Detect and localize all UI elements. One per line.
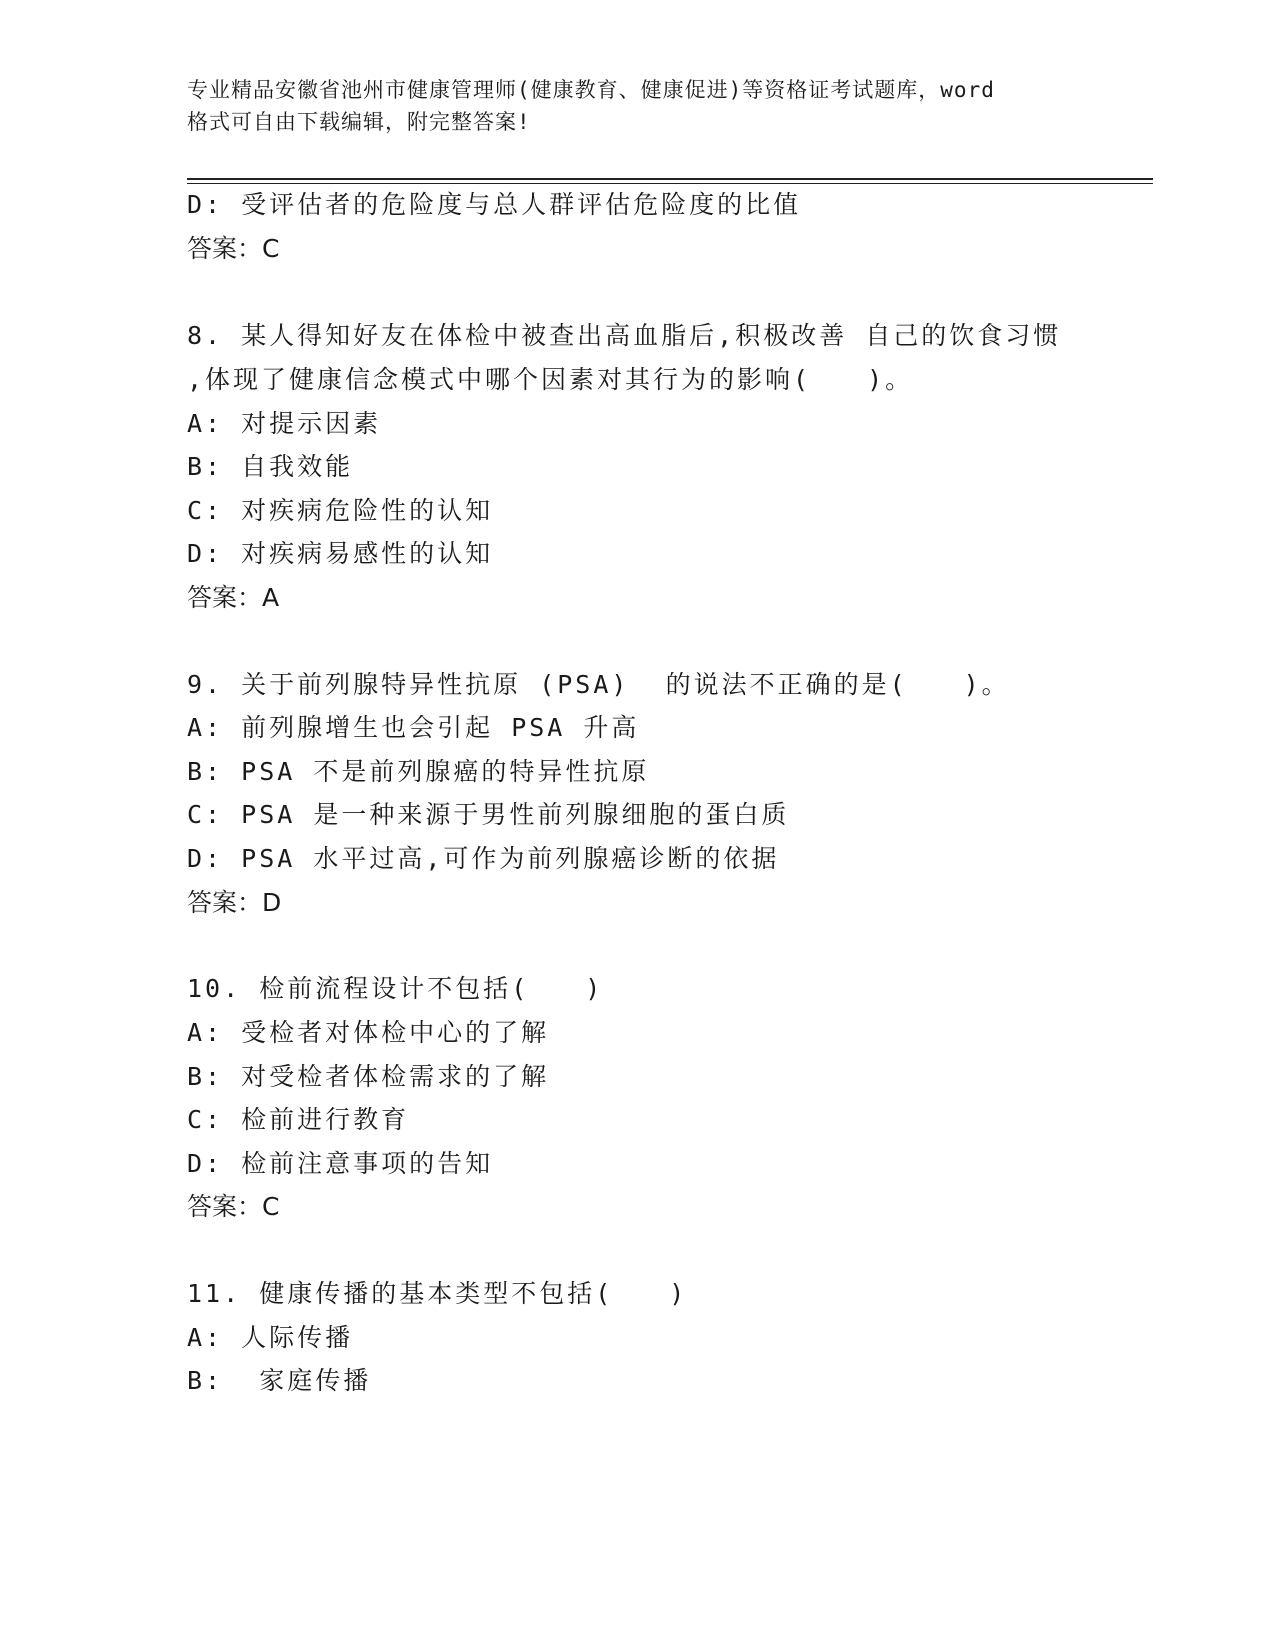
q11-stem: 11. 健康传播的基本类型不包括( ) xyxy=(187,1279,688,1308)
q8-stem-line-1: 8. 某人得知好友在体检中被查出高血脂后,积极改善 自己的饮食习惯 xyxy=(187,321,1062,350)
q10-answer: 答案：C xyxy=(187,1192,280,1221)
q9-option-d: D: PSA 水平过高,可作为前列腺癌诊断的依据 xyxy=(187,844,780,873)
q9-option-c: C: PSA 是一种来源于男性前列腺细胞的蛋白质 xyxy=(187,800,790,829)
page-header xyxy=(187,74,1107,138)
q10-option-c: C: 检前进行教育 xyxy=(187,1105,410,1134)
q8-stem-line-2: ,体现了健康信念模式中哪个因素对其行为的影响( )。 xyxy=(187,365,914,394)
header-rule-thick xyxy=(187,178,1153,180)
q9-answer: 答案：D xyxy=(187,888,282,917)
header-line-1: 专业精品安徽省池州市健康管理师(健康教育、健康促进)等资格证考试题库，word xyxy=(187,78,995,102)
q11-option-b: B: 家庭传播 xyxy=(187,1366,372,1395)
q9-stem: 9. 关于前列腺特异性抗原 (PSA) 的说法不正确的是( )。 xyxy=(187,670,1010,699)
q8-option-a: A: 对提示因素 xyxy=(187,409,382,438)
header-rule-thin xyxy=(187,183,1153,184)
q10-option-d: D: 检前注意事项的告知 xyxy=(187,1149,494,1178)
prev-option-d: D: 受评估者的危险度与总人群评估危险度的比值 xyxy=(187,190,802,219)
q8-option-d: D: 对疾病易感性的认知 xyxy=(187,539,494,568)
q8-option-c: C: 对疾病危险性的认知 xyxy=(187,496,494,525)
q9-option-b: B: PSA 不是前列腺癌的特异性抗原 xyxy=(187,757,650,786)
q11-option-a: A: 人际传播 xyxy=(187,1323,354,1352)
q10-stem: 10. 检前流程设计不包括( ) xyxy=(187,974,604,1003)
q8-answer: 答案：A xyxy=(187,583,280,612)
q8-option-b: B: 自我效能 xyxy=(187,452,354,481)
q9-option-a: A: 前列腺增生也会引起 PSA 升高 xyxy=(187,713,640,742)
header-line-2: 格式可自由下载编辑，附完整答案! xyxy=(187,110,531,134)
prev-answer: 答案：C xyxy=(187,234,280,263)
q10-option-a: A: 受检者对体检中心的了解 xyxy=(187,1018,550,1047)
q10-option-b: B: 对受检者体检需求的了解 xyxy=(187,1062,550,1091)
